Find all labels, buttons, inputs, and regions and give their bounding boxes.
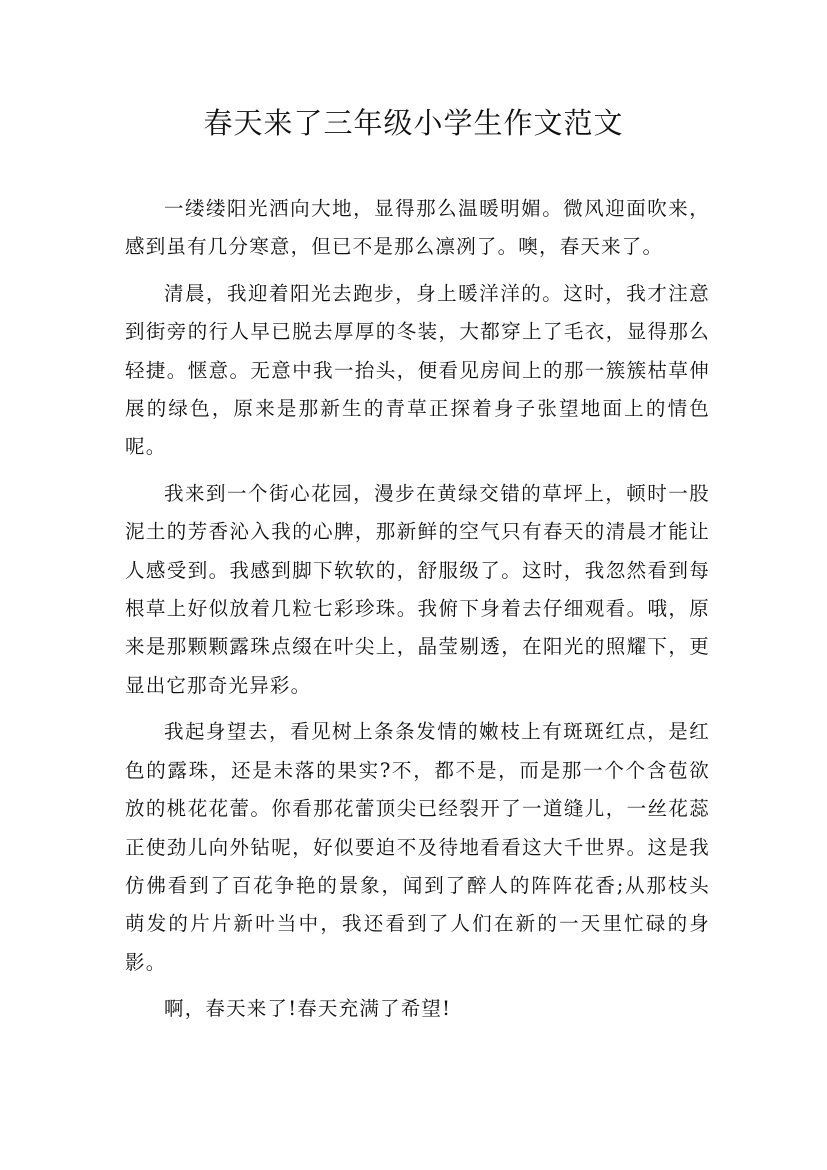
paragraph-2: 清晨，我迎着阳光去跑步，身上暖洋洋的。这时，我才注意到街旁的行人早已脱去厚厚的冬装，大都穿上了毛衣，显得那么轻捷。惬意。无意中我一抬头，便看见房间上的那一簇簇枯草伸展的绿色，原来是那新生的青草正探着身子张望地面上的情色呢。: [125, 281, 710, 459]
paragraph-5: 啊，春天来了!春天充满了希望!: [164, 997, 452, 1021]
paragraph-3: 我来到一个街心花园，漫步在黄绿交错的草坪上，顿时一股泥土的芳香沁入我的心脾，那新鲜的空气只有春天的清晨才能让人感受到。我感到脚下软软的，舒服级了。这时，我忽然看到每根草上好似放着几粒七彩珍珠。我俯下身着去仔细观看。哦，原来是那颗颗露珠点缀在叶尖上，晶莹剔透，在阳光的照耀下，更显出它那奇光异彩。: [125, 481, 710, 697]
paragraph-4: 我起身望去，看见树上条条发情的嫩枝上有斑斑红点，是红色的露珠，还是未落的果实?不，都不是，而是那一个个含苞欲放的桃花花蕾。你看那花蕾顶尖已经裂开了一道缝儿，一丝花蕊正使劲儿向外钻呢，好似要迫不及待地看看这大千世界。这是我仿佛看到了百花争艳的景象，闻到了醉人的阵阵花香;从那枝头萌发的片片新叶当中，我还看到了人们在新的一天里忙碌的身影。: [125, 720, 710, 974]
paragraph-1: 一缕缕阳光洒向大地，显得那么温暖明媚。微风迎面吹来，感到虽有几分寒意，但已不是那么凛冽了。噢，春天来了。: [125, 197, 710, 259]
document-body: [125, 190, 710, 1037]
document-title: 春天来了三年级小学生作文范文: [203, 106, 624, 140]
